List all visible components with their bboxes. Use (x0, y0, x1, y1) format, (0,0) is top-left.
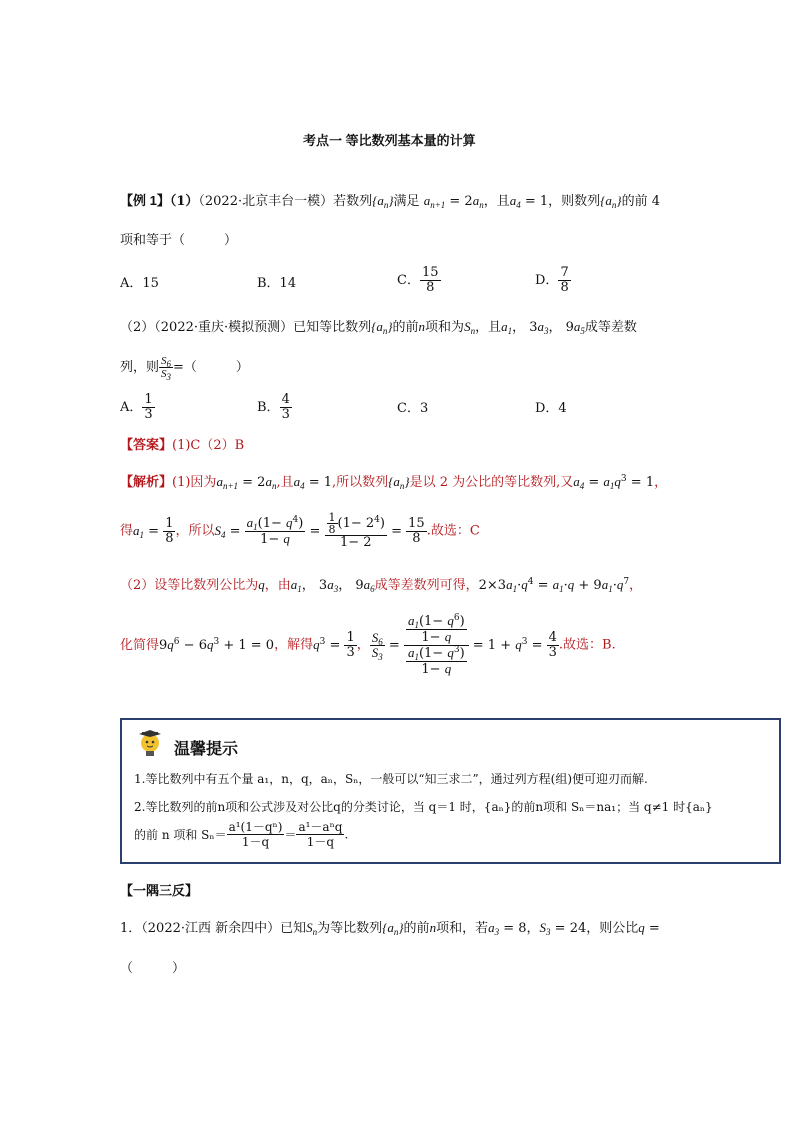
option-d-1: D． $\frac{7}{8}$ (535, 265, 569, 295)
example-1-line-2: 项和等于（ ） (120, 233, 238, 248)
tip-line-2: 2.等比数列的前n项和公式涉及对公比q的分类讨论，当 q＝1 时，{aₙ}的前n项和 Sₙ＝na₁；当 q≠1 时{aₙ} (134, 800, 713, 814)
option-b-1: B．14 (257, 276, 297, 291)
section-title: 考点一 等比数列基本量的计算 (303, 133, 476, 148)
tip-line-3: 的前 n 项和 Sₙ＝ $\frac{\text{a¹(1－qⁿ)}}{1-q}$ ＝ $\frac{\text{a¹－aⁿq}}{1-q}$ . (134, 820, 349, 849)
practice-label: 【一隅三反】 (120, 883, 199, 898)
option-a-2: A． $\frac{1}{3}$ (120, 392, 153, 422)
practice-q1-line-2: （ ） (120, 961, 186, 976)
option-c-1: C． $\frac{15}{8}$ (397, 265, 439, 295)
example-1-line-1: 【例 1】（1）（2022·北京丰台一模）若数列$\{a_n\}$满足 $a_{n+1} = 2a_n$，且$a_4 = 1$，则数列$\{a_n\}$的前 4 (120, 193, 660, 210)
lightbulb-icon (136, 730, 164, 760)
option-a-1: A．15 (120, 276, 159, 291)
tip-line-1: 1.等比数列中有五个量 a₁，n，q，aₙ，Sₙ，一般可以“知三求二”，通过列方程(组)便可迎刃而解. (134, 772, 648, 786)
option-d-2: D．4 (535, 401, 567, 416)
tip-title: 温馨提示 (174, 739, 239, 758)
practice-q1-line-1: 1．（2022·江西 新余四中）已知$S_n$为等比数列$\{a_n\}$的前n项和，若$a_3 = 8$，$S_3 = 24$，则公比q = (120, 920, 660, 937)
analysis-line-2: 得$a_1$ = $\frac{1}{8}$ ，所以$S_4$ = $\frac{a_1(1- q^4)}{1- q}$ = $\frac{1}{8}$ $(1- 2^4)$ 1− 2 = $\frac{15}{8}$ .故选：C (120, 511, 480, 550)
answer: 【答案】(1)C（2）B (120, 437, 245, 453)
tip-box (120, 718, 781, 864)
analysis-line-4: 化简得$9q^6 - 6q^3 + 1 = 0$，解得$q^3$ = $\frac{1}{3}$ ， $\frac{S_6}{S_3}$ = $\frac{\frac{a_1(1- q^6)}{1- q}}{\frac{a_1(1- q^3)}{1- q}}$ = $1 + q^3$ = $\frac{4}{3}$ .故选：B. (120, 613, 616, 677)
example-label: 【例 1】 (120, 193, 170, 208)
option-b-2: B． $\frac{4}{3}$ (257, 392, 290, 422)
option-c-2: C．3 (397, 401, 429, 416)
example-2-line-2: 列，则 $\frac{S_6}{S_3}$ =（ ） (120, 355, 249, 382)
example-2-line-1: （2）（2022·重庆·模拟预测）已知等比数列$\{a_n\}$的前n项和为$S_n$，且$a_1$， $3a_3$， $9a_5$成等差数 (120, 319, 637, 336)
analysis-line-3: （2）设等比数列公比为q，由$a_1$， $3a_3$， $9a_6$成等差数列可得，$2\times 3a_1\cdot q^4 = a_1\cdot q + 9a_1\cdot q^7$， (120, 577, 643, 594)
analysis-line-1: 【解析】(1)因为$a_{n+1} = 2a_n$,且$a_4 = 1$,所以数列$\{a_n\}$是以 2 为公比的等比数列,又$a_4 = a_1q^3 = 1$， (120, 474, 668, 491)
